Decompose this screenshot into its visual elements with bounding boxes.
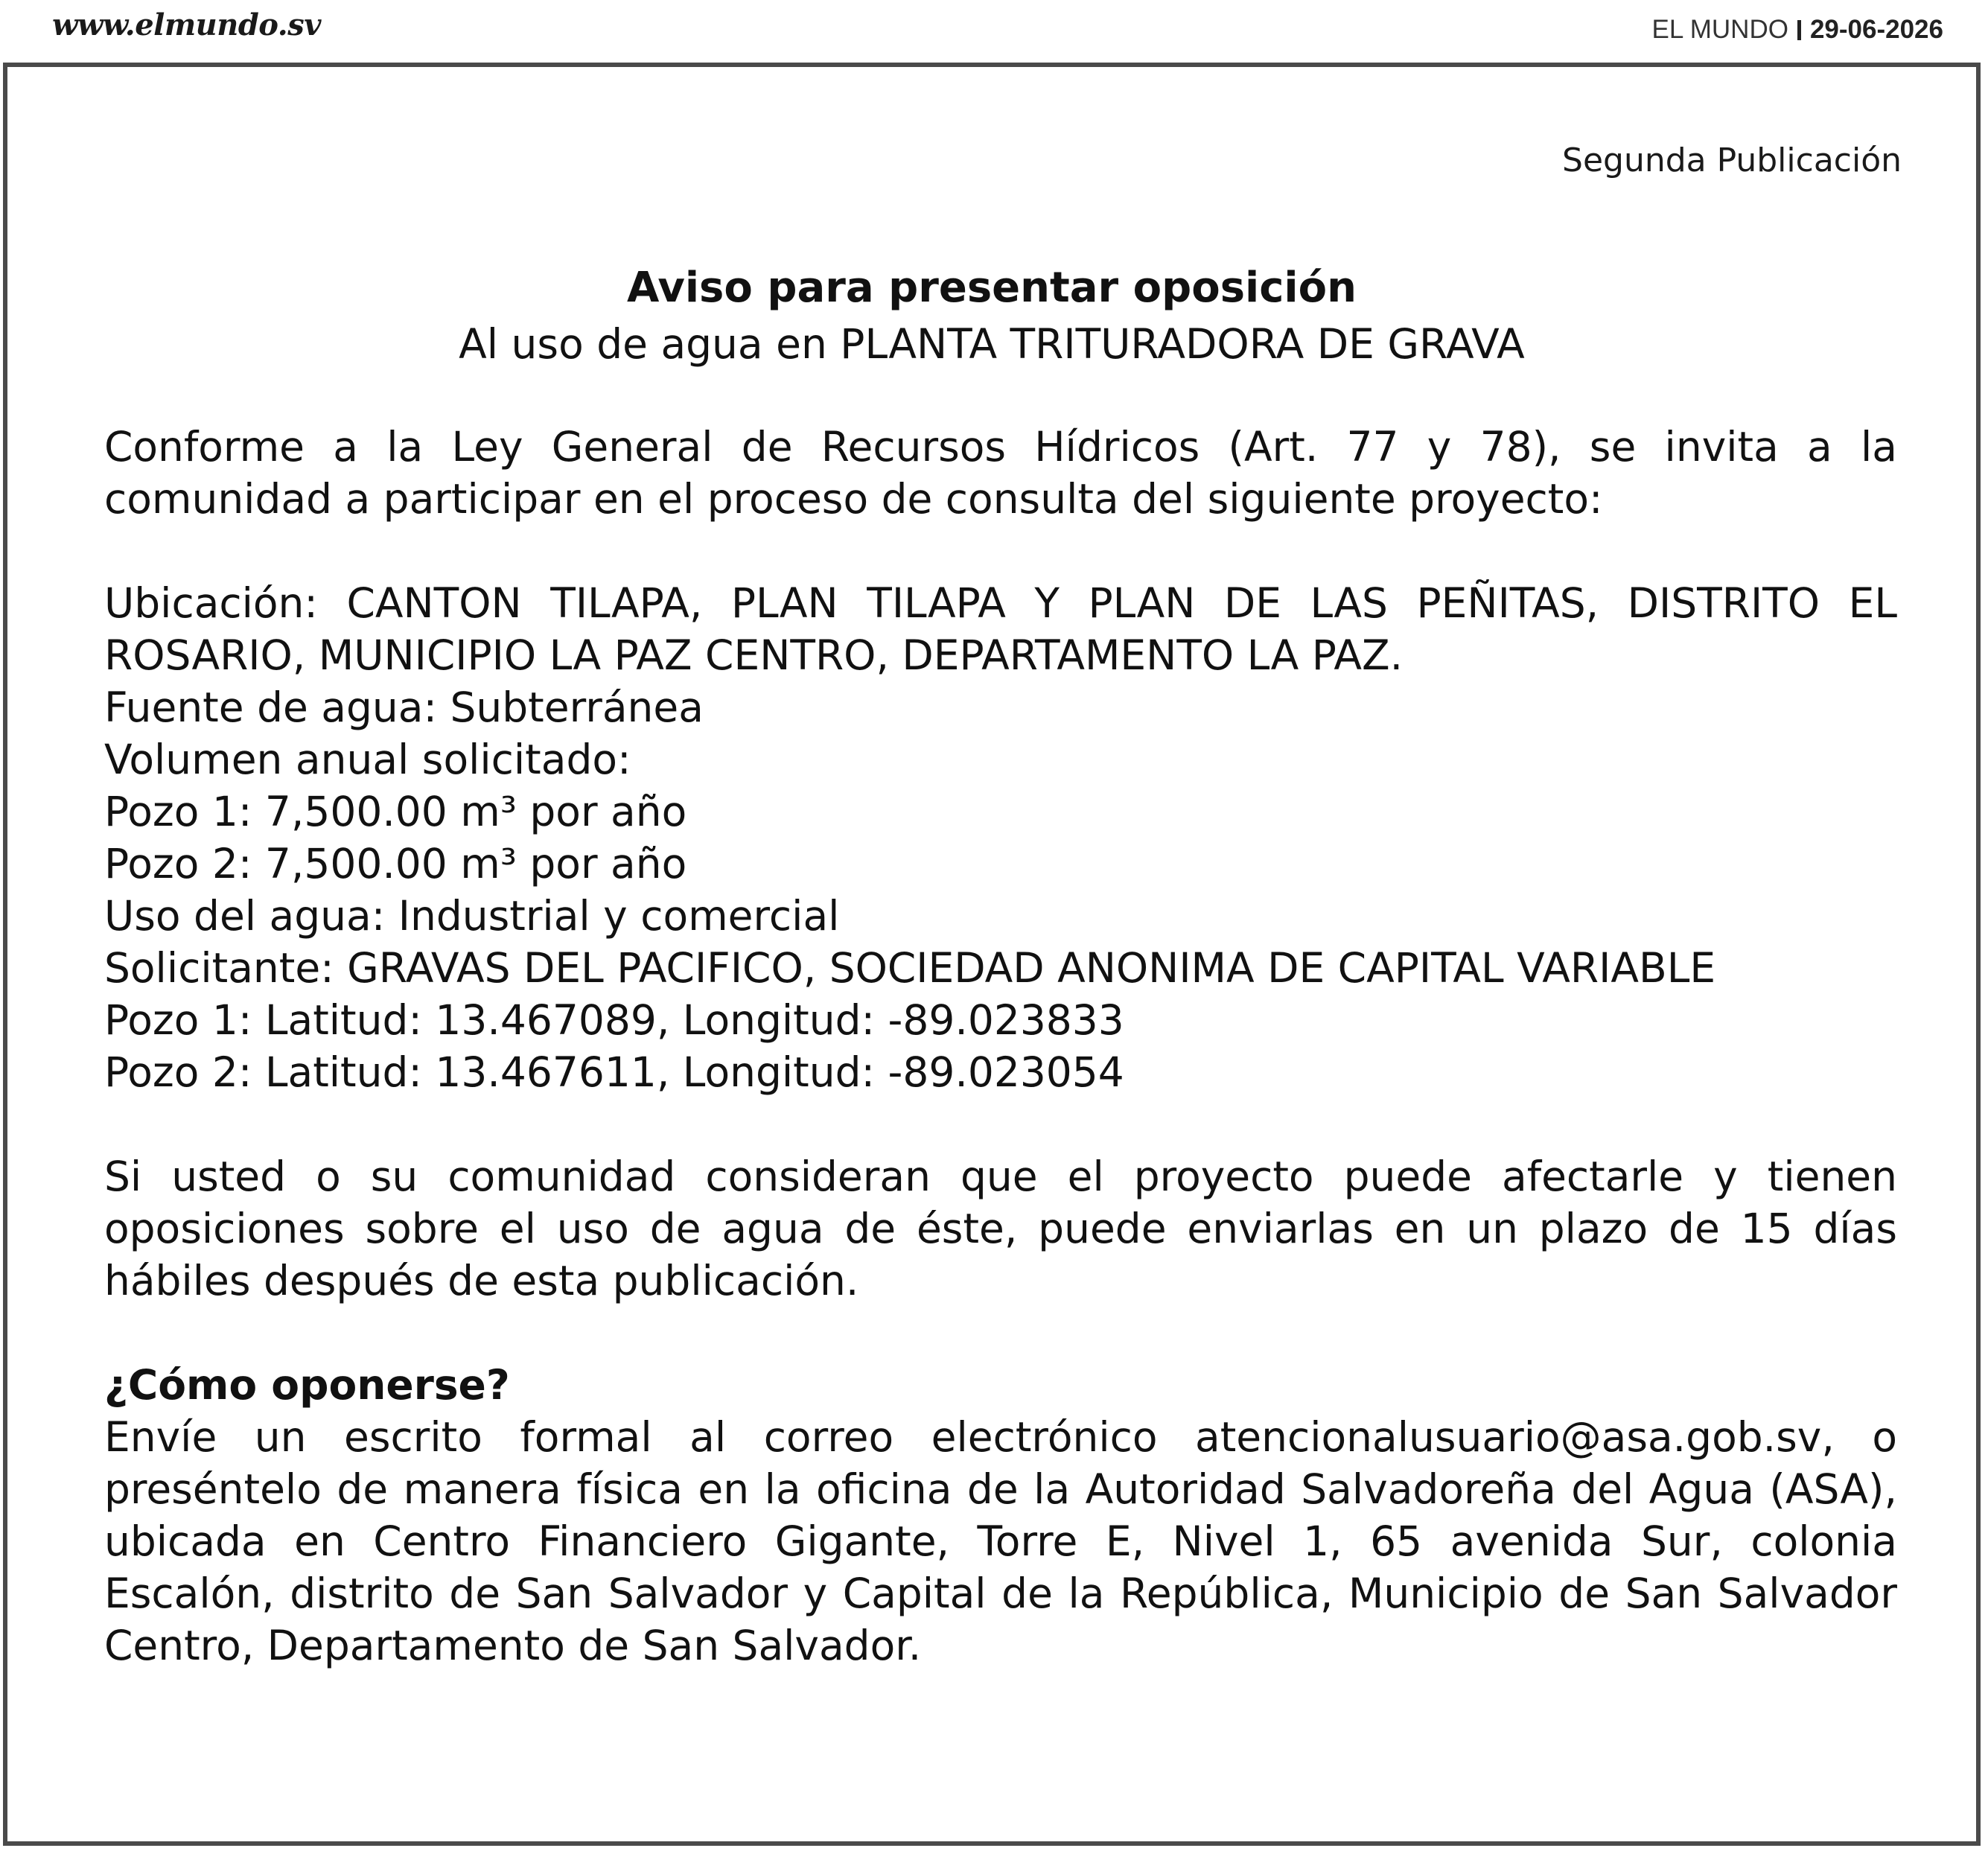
notice-frame (3, 63, 1981, 1846)
publication-label: Segunda Publicación (1562, 141, 1902, 179)
detail-line: Volumen anual solicitado: (104, 736, 631, 783)
publication-date: 29-06-2026 (1809, 15, 1943, 44)
masthead (1652, 15, 1944, 45)
site-url[interactable]: www.elmundo.sv (52, 7, 321, 42)
newspaper-name: EL MUNDO (1651, 15, 1788, 44)
notice-title: Aviso para presentar oposición (627, 264, 1357, 312)
detail-line: Pozo 1: Latitud: 13.467089, Longitud: -89.023833 (104, 996, 1124, 1044)
how-to-oppose-heading: ¿Cómo oponerse? (104, 1361, 510, 1409)
detail-line: Pozo 2: 7,500.00 m³ por año (104, 840, 687, 888)
how-to-oppose-paragraph: Envíe un escrito formal al correo electrónico atencionalusuario@asa.gob.sv, o preséntelo de manera física en la oficina de la Autoridad Salvadoreña del Agua (ASA), ubicada en Centro Financiero Gigante, Torre E, Nivel 1, 65 avenida Sur, colonia Escalón, distrito de San Salvador y Capital de la República, Municipio de San Salvador Centro, Departamento de San Salvador. (104, 1413, 1897, 1669)
page-header (0, 0, 1988, 60)
detail-line: Pozo 2: Latitud: 13.467611, Longitud: -89.023054 (104, 1048, 1124, 1096)
separator-bar (1797, 20, 1801, 40)
intro-paragraph: Conforme a la Ley General de Recursos Hídricos (Art. 77 y 78), se invita a la comunidad a participar en el proceso de consulta del siguiente proyecto: (104, 423, 1897, 523)
detail-line: Solicitante: GRAVAS DEL PACIFICO, SOCIEDAD ANONIMA DE CAPITAL VARIABLE (104, 944, 1716, 992)
detail-line: Pozo 1: 7,500.00 m³ por año (104, 788, 687, 835)
deadline-paragraph: Si usted o su comunidad consideran que el proyecto puede afectarle y tienen oposiciones sobre el uso de agua de éste, puede enviarlas en un plazo de 15 días hábiles después de esta publicación. (104, 1153, 1897, 1304)
detail-line: Fuente de agua: Subterránea (104, 684, 704, 731)
detail-line: Uso del agua: Industrial y comercial (104, 892, 840, 940)
notice-subtitle: Al uso de agua en PLANTA TRITURADORA DE GRAVA (459, 320, 1525, 368)
location-paragraph: Ubicación: CANTON TILAPA, PLAN TILAPA Y PLAN DE LAS PEÑITAS, DISTRITO EL ROSARIO, MUNICIPIO LA PAZ CENTRO, DEPARTAMENTO LA PAZ. (104, 579, 1897, 679)
